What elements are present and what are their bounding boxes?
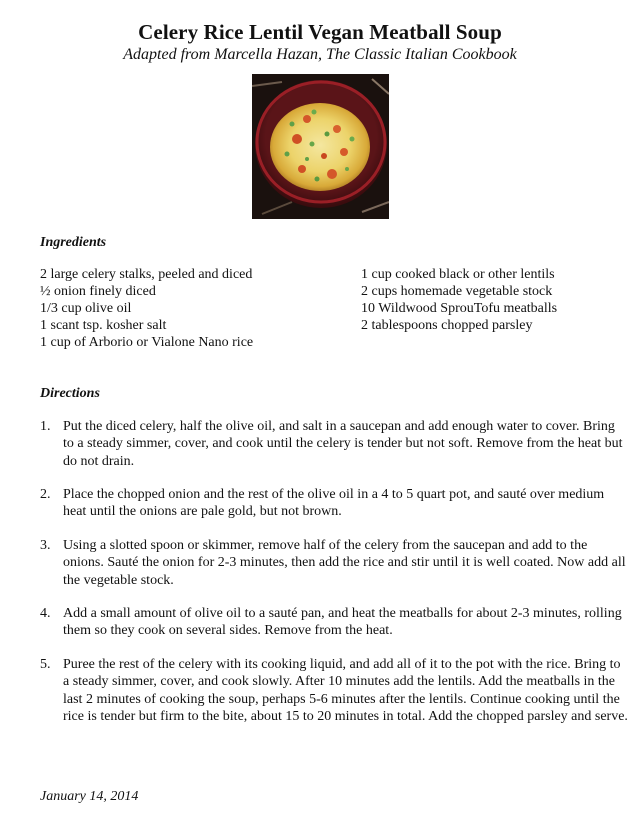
soup-photo (252, 74, 389, 219)
step-text: Puree the rest of the celery with its cooking liquid, and add all of it to the pot with the rice. Bring to a steady simmer, cover, and cook slowly. After 10 minutes add the lentils. Add the meatballs in the last 2 minutes of cooking the soup, perhaps 5-6 minutes after the lentils. Continue cooking until the rice is tender but firm to the bite, about 15 to 20 minutes in total. Add the chopped parsley and serve. (63, 657, 628, 724)
direction-step (40, 537, 626, 589)
step-number: 4. (40, 606, 51, 621)
direction-step (40, 656, 628, 725)
soup-pot-image (252, 74, 389, 219)
step-text: Put the diced celery, half the olive oil, and salt in a saucepan and add enough water to cover. Bring to a steady simmer, cover, and cook until the celery is tender but not soft. Remove from the heat but do not drain. (63, 419, 623, 469)
step-text: Using a slotted spoon or skimmer, remove half of the celery from the saucepan and add to the onions. Sauté the onion for 2-3 minutes, then add the rice and stir until it is well coated. Now add all the vegetable stock. (63, 538, 626, 588)
ingredient-item: 2 cups homemade vegetable stock (361, 284, 553, 299)
document-date: January 14, 2014 (40, 789, 139, 804)
recipe-subtitle: Adapted from Marcella Hazan, The Classic Italian Cookbook (123, 46, 517, 63)
step-number: 1. (40, 419, 51, 434)
recipe-title: Celery Rice Lentil Vegan Meatball Soup (138, 20, 502, 44)
direction-step (40, 418, 623, 470)
ingredient-item: 1 cup of Arborio or Vialone Nano rice (40, 335, 254, 350)
ingredient-item: 1 cup cooked black or other lentils (361, 267, 555, 282)
ingredient-item: 1 scant tsp. kosher salt (40, 318, 167, 333)
step-number: 3. (40, 538, 51, 553)
direction-step (40, 486, 620, 521)
step-text: Place the chopped onion and the rest of the olive oil in a 4 to 5 quart pot, and sauté over medium heat until the onions are pale gold, but not brown. (63, 487, 605, 520)
ingredient-item: 1/3 cup olive oil (40, 301, 132, 316)
step-number: 2. (40, 487, 51, 502)
ingredients-heading: Ingredients (40, 235, 107, 250)
ingredient-item: 10 Wildwood SprouTofu meatballs (361, 301, 558, 316)
ingredients-list-right (361, 266, 557, 334)
ingredient-item: ½ onion finely diced (40, 284, 156, 299)
ingredient-item: 2 large celery stalks, peeled and diced (40, 267, 253, 282)
step-number: 5. (40, 657, 51, 672)
ingredient-item: 2 tablespoons chopped parsley (361, 318, 533, 333)
directions-heading: Directions (40, 386, 100, 401)
step-text: Add a small amount of olive oil to a sauté pan, and heat the meatballs for about 2-3 minutes, rolling them so they cook on several sides. Remove from the heat. (63, 606, 622, 639)
ingredients-list-left (40, 266, 253, 351)
direction-step (40, 605, 620, 640)
